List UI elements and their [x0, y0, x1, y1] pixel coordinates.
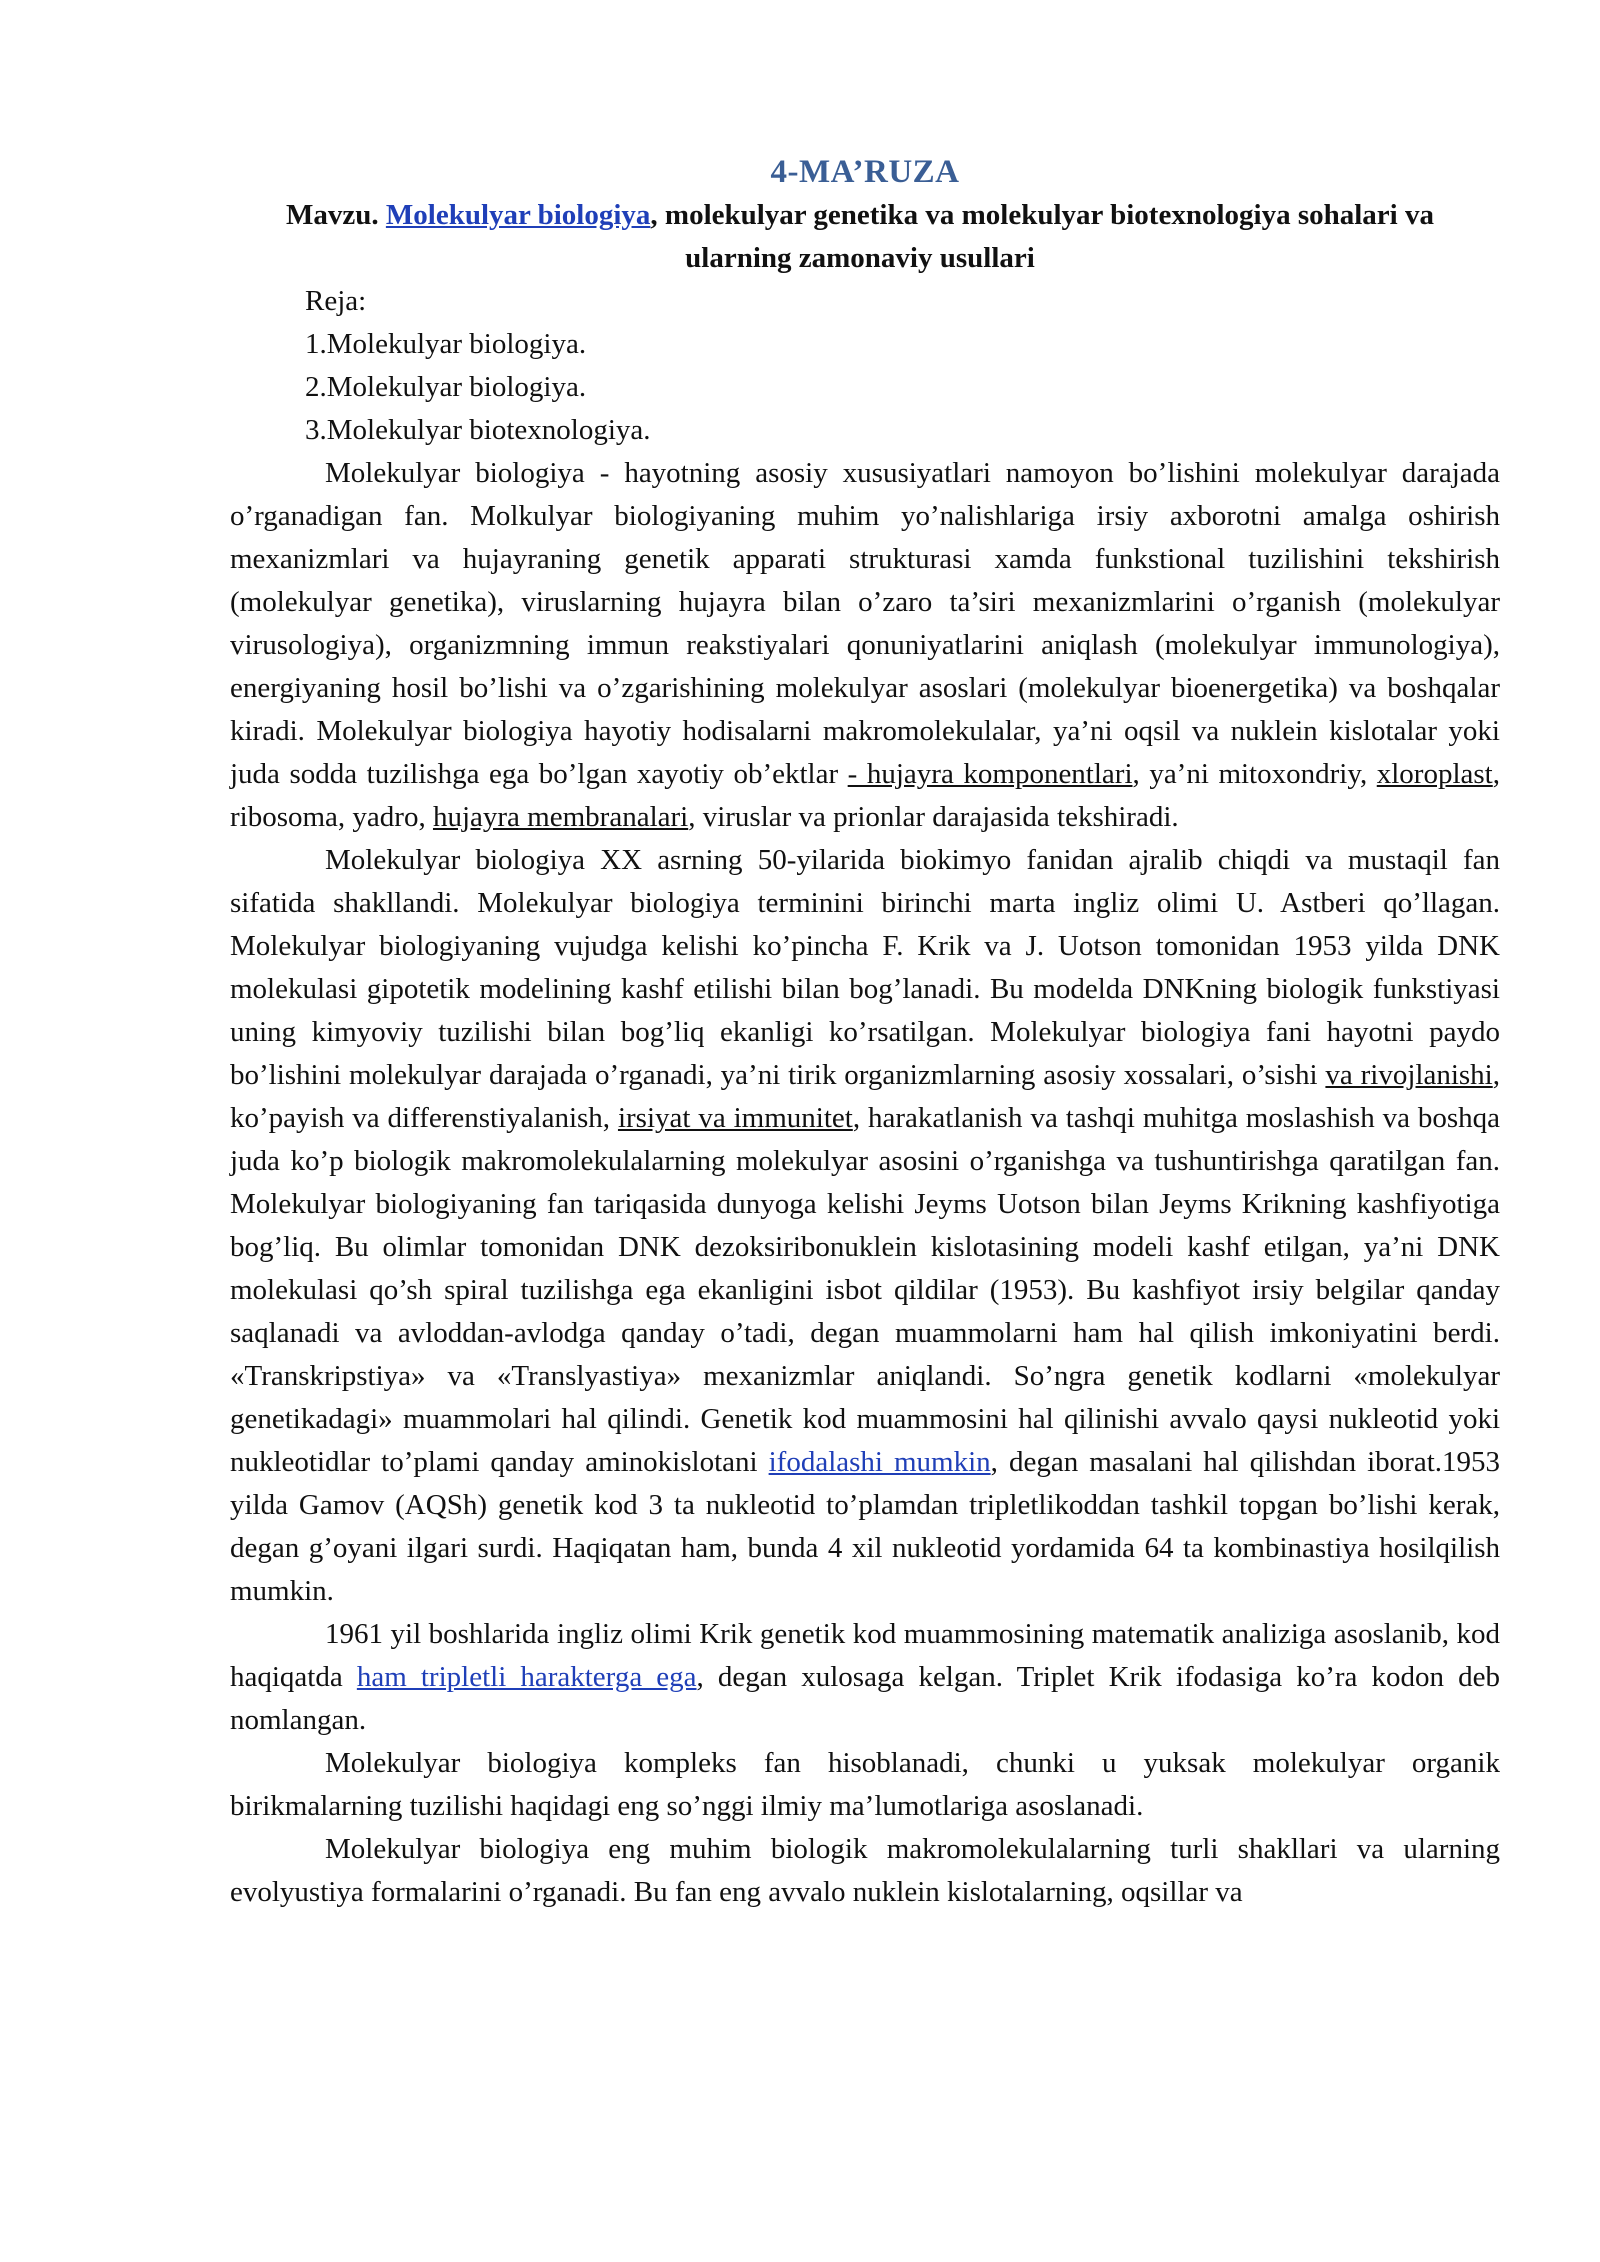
paragraph-1 — [230, 452, 1500, 839]
paragraph-2 — [230, 839, 1500, 1613]
paragraph-text: 1961 yil boshlarida ingliz olimi Krik genetik kod muammosining matematik analiziga asoslanib, kod haqiqatda — [230, 1618, 1500, 1693]
paragraph-text: , viruslar va prionlar darajasida tekshiradi. — [688, 801, 1179, 833]
paragraph-4: Molekulyar biologiya kompleks fan hisoblanadi, chunki u yuksak molekulyar organik birikmalarning tuzilishi haqidagi eng so’nggi ilmiy ma’lumotlariga asoslanadi. — [230, 1747, 1500, 1822]
topic-rest: , molekulyar genetika va molekulyar biotexnologiya sohalari va ularning zamonaviy usullari — [650, 199, 1434, 274]
paragraph-text: , ko’payish va differenstiyalanish, — [230, 1059, 1500, 1134]
topic-prefix: Mavzu. — [286, 199, 386, 231]
paragraph-text: Molekulyar biologiya XX asrning 50-yilarida biokimyo fanidan ajralib chiqdi va mustaqil fan sifatida shakllandi. Molekulyar biologiya terminini birinchi marta ingliz olimi U. Astberi qo’llagan. Molekulyar biologiyaning vujudga kelishi ko’pincha F. Krik va J. Uotson tomonidan 1953 yilda DNK molekulasi gipotetik modelining kashf etilishi bilan bog’lanadi. Bu modelda DNKning biologik funkstiyasi uning kimyoviy tuzilishi bilan bog’liq ekanligi ko’rsatilgan. Molekulyar biologiya fani hayotni paydo bo’lishini molekulyar darajada o’rganadi, ya’ni tirik organizmlarning asosiy xossalari, o’sishi — [230, 844, 1500, 1091]
plan-item: 3.Molekulyar biotexnologiya. — [305, 414, 651, 446]
plan-list — [305, 280, 1500, 452]
paragraph-text: Molekulyar biologiya - hayotning asosiy xususiyatlari namoyon bo’lishini molekulyar darajada o’rganadigan fan. Molkulyar biologiyaning muhim yo’nalishlariga irsiy axborotni amalga oshirish mexanizmlari va hujayraning genetik apparati strukturasi xamda funkstional tuzilishini tekshirish (molekulyar genetika), viruslarning hujayra bilan o’zaro ta’siri mexanizmlarini o’rganish (molekulyar virusologiya), organizmning immun reakstiyalari qonuniyatlarini aniqlash (molekulyar immunologiya), energiyaning hosil bo’lishi va o’zgarishining molekulyar asoslari (molekulyar bioenergetika) va boshqalar kiradi. Molekulyar biologiya hayotiy hodisalarni makromolekulalar, ya’ni oqsil va nuklein kislotalar yoki juda sodda tuzilishga ega bo’lgan xayotiy ob’ektlar — [230, 457, 1500, 790]
document-page — [230, 150, 1500, 1914]
paragraph-3 — [230, 1613, 1500, 1742]
paragraph-text: , degan xulosaga kelgan. Triplet Krik ifodasiga ko’ra kodon deb nomlangan. — [230, 1661, 1501, 1736]
underlined-term: hujayra membranalari — [432, 801, 689, 833]
plan-item: 1.Molekulyar biologiya. — [305, 328, 587, 360]
hyperlink-ifodalashi-mumkin[interactable]: ifodalashi mumkin — [768, 1446, 991, 1478]
paragraph-text: , ribosoma, yadro, — [230, 758, 1500, 833]
topic-link-molecular-biology[interactable]: Molekulyar biologiya — [385, 199, 651, 231]
paragraph-text: , degan masalani hal qilishdan iborat.1953 yilda Gamov (AQSh) genetik kod 3 ta nukleotid to’plamdan tripletlikoddan tashkil topgan bo’lishi kerak, degan g’oyani ilgari surdi. Haqiqatan ham, bunda 4 xil nukleotid yordamida 64 ta kombinastiya hosilqilish mumkin. — [230, 1446, 1501, 1607]
hyperlink-tripletli-harakter[interactable]: ham tripletli harakterga ega — [356, 1661, 697, 1693]
paragraph-text: , ya’ni mitoxondriy, — [1132, 758, 1377, 790]
underlined-term: - hujayra komponentlari — [847, 758, 1133, 790]
lecture-topic — [260, 194, 1460, 280]
underlined-term: xloroplast — [1376, 758, 1493, 790]
paragraph-5: Molekulyar biologiya eng muhim biologik makromolekulalarning turli shakllari va ularning evolyustiya formalarini o’rganadi. Bu fan eng avvalo nuklein kislotalarning, oqsillar va — [230, 1833, 1500, 1908]
plan-item: 2.Molekulyar biologiya. — [305, 371, 587, 403]
underlined-term: irsiyat va immunitet — [617, 1102, 853, 1134]
underlined-term: va rivojlanishi — [1325, 1059, 1493, 1091]
paragraph-text: , harakatlanish va tashqi muhitga moslashish va boshqa juda ko’p biologik makromolekulalarning molekulyar asosini o’rganishga va tushuntirishga qaratilgan fan. Molekulyar biologiyaning fan tariqasida dunyoga kelishi Jeyms Uotson bilan Jeyms Krikning kashfiyotiga bog’liq. Bu olimlar tomonidan DNK dezoksiribonuklein kislotasining modeli kashf etilgan, ya’ni DNK molekulasi qo’sh spiral tuzilishga ega ekanligini isbot qildilar (1953). Bu kashfiyot irsiy belgilar qanday saqlanadi va avloddan-avlodga qanday o’tadi, degan muammolarni ham hal qilish imkoniyatini berdi. «Transkripstiya» va «Translyastiya» mexanizmlar aniqlandi. So’ngra genetik kodlarni «molekulyar genetikadagi» muammolari hal qilindi. Genetik kod muammosini hal qilinishi avvalo qaysi nukleotid yoki nukleotidlar to’plami qanday aminokislotani — [230, 1102, 1500, 1478]
plan-label: Reja: — [305, 285, 367, 317]
lecture-title: 4-MA’RUZA — [770, 154, 960, 190]
